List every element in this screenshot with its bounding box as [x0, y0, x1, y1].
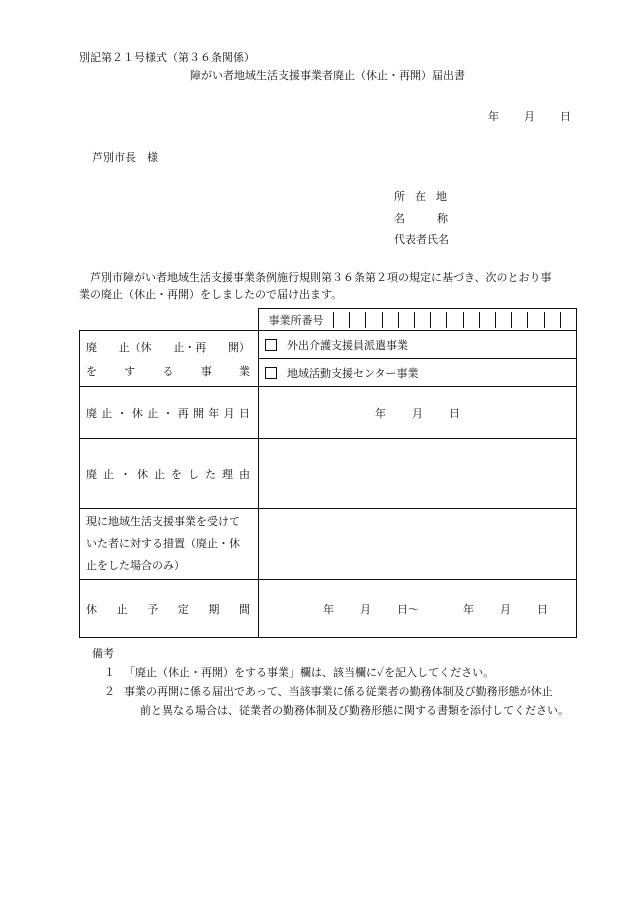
note-2-line1: 事業の再開に係る届出であって、当該事業に係る従業者の勤務体制及び勤務形態が休止: [124, 685, 553, 698]
reason-label: 廃 止 ・ 休 止 を し た 理 由: [80, 439, 259, 509]
date-year-label: 年: [488, 110, 499, 123]
reason-field[interactable]: [259, 439, 577, 509]
body-text-line2: 業の廃止（休止・再開）をしましたので届け出ます。: [79, 288, 343, 301]
measures-field[interactable]: [259, 509, 577, 580]
applicant-representative-label: 代表者氏名: [394, 233, 449, 246]
date-day-label: 日: [560, 110, 571, 123]
form-table: [79, 308, 577, 638]
checkbox-icon[interactable]: [265, 339, 277, 351]
business-type-label: 廃 止（休 止・再 開） を す る 事 業: [80, 331, 259, 387]
notes-heading: 備考: [92, 647, 114, 660]
note-2-line2: 前と異なる場合は、従業者の勤務体制及び勤務形態に関する書類を添付してください。: [140, 704, 569, 717]
checkbox-icon[interactable]: [265, 367, 277, 379]
change-date-field[interactable]: 年 月 日: [259, 387, 577, 439]
measures-label: 現に地域生活支援事業を受けて いた者に対する措置（廃止・休 止をした場合のみ）: [80, 509, 259, 580]
addressee: 芦別市長 様: [92, 151, 158, 164]
office-number-label: 事業所番号: [268, 313, 324, 327]
note-1-text: 「廃止（休止・再開）をする事業」欄は、該当欄に✓を記入してください。: [124, 666, 495, 679]
applicant-name-label: 名 称: [394, 212, 448, 225]
office-number-row: [80, 309, 577, 331]
page-title: 障がい者地域生活支援事業者廃止（休止・再開）届出書: [190, 69, 465, 82]
change-date-label: 廃 止 ・ 休 止 ・ 再 開 年 月 日: [80, 387, 259, 439]
form-number: 別記第２１号様式（第３６条関係）: [79, 51, 255, 64]
applicant-address-label: 所 在 地: [394, 190, 447, 203]
date-month-label: 月: [524, 110, 535, 123]
note-2-number: ２: [104, 685, 115, 698]
suspension-period-label: 休 止 予 定 期 間: [80, 580, 259, 638]
business-option-activity-center[interactable]: 地域活動支援センター事業: [259, 365, 576, 381]
business-option-outing-support[interactable]: 外出介護支援員派遣事業: [259, 337, 576, 353]
suspension-period-field[interactable]: 年 月 日～ 年 月 日: [259, 580, 577, 638]
body-text-line1: 芦別市障がい者地域生活支援事業条例施行規則第３６条第２項の規定に基づき、次のとおり事: [90, 271, 552, 284]
office-number-boxes[interactable]: [333, 312, 576, 328]
note-1-number: １: [104, 666, 115, 679]
